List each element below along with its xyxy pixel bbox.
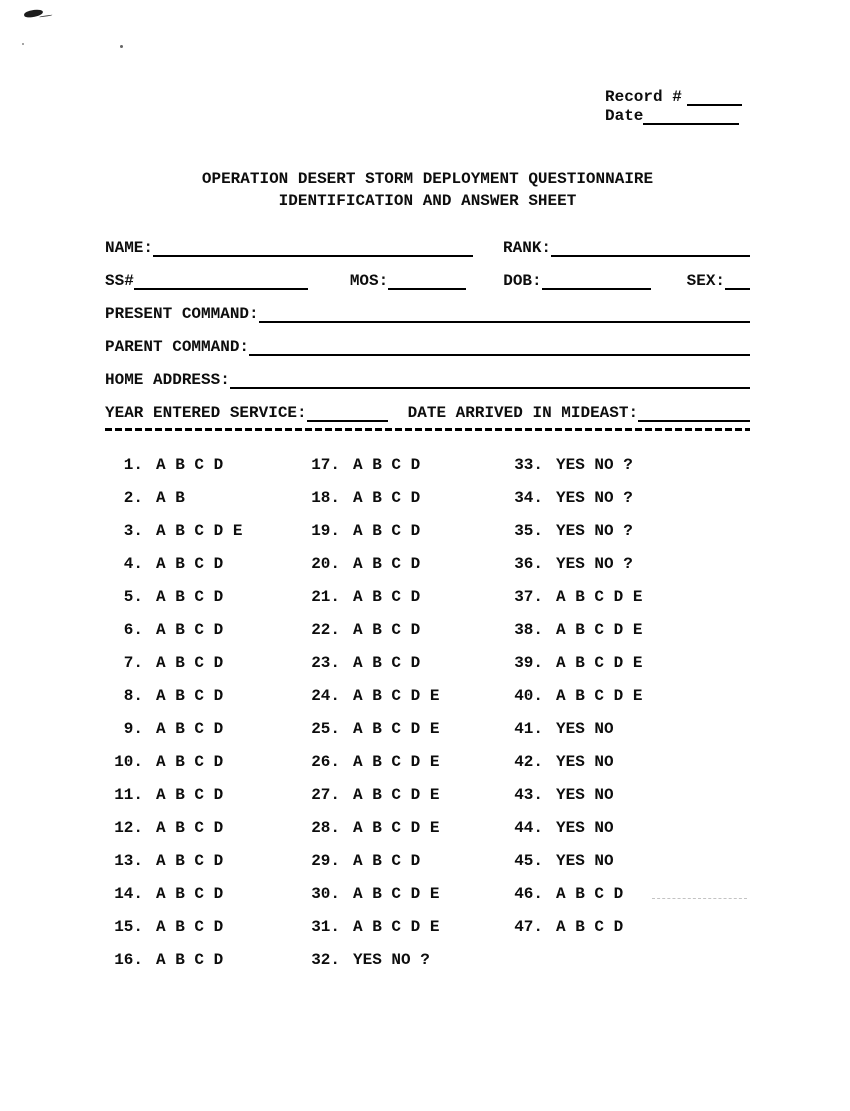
mos-blank [388,269,466,290]
home-address-row [105,356,750,389]
answer-row [105,646,302,679]
question-number: 36. [514,554,543,573]
answer-row [505,514,750,547]
question-number: 7. [123,653,143,672]
answer-row [505,613,750,646]
answer-row [505,745,750,778]
scan-artifact-dot [22,43,24,45]
answer-options: A B C D [156,686,224,705]
answer-row [105,811,302,844]
question-number: 29. [311,851,340,870]
question-number: 31. [311,917,340,936]
answer-options: A B C D [156,851,224,870]
title-line-1: OPERATION DESERT STORM DEPLOYMENT QUESTIONNAIRE [201,170,654,188]
question-number: 3. [123,521,143,540]
parent-command-blank [249,335,750,356]
answer-row [105,514,302,547]
answer-row [302,547,505,580]
question-number: 23. [311,653,340,672]
answer-grid [105,448,750,976]
answer-options: A B C D [556,884,624,903]
record-block [605,87,742,125]
question-number: 17. [311,455,340,474]
answer-options: A B C D [156,752,224,771]
question-number: 32. [311,950,340,969]
answer-row [505,679,750,712]
question-number: 18. [311,488,340,507]
question-number: 20. [311,554,340,573]
dashed-separator [105,428,750,431]
ssn-mos-dob-sex-row [105,257,750,290]
answer-options: A B C D [156,818,224,837]
answer-row [505,877,750,910]
question-number: 43. [514,785,543,804]
sex-blank [725,269,750,290]
answer-row [505,481,750,514]
answer-options: A B C D [156,785,224,804]
answer-row [302,613,505,646]
answer-options: A B C D [353,653,421,672]
answer-options: A B C D E [353,719,440,738]
answer-row [302,712,505,745]
answer-row [105,580,302,613]
answer-row [505,811,750,844]
service-mideast-row [105,389,750,422]
answer-options: A B [156,488,185,507]
rank-blank [551,236,750,257]
question-number: 47. [514,917,543,936]
ssn-blank [134,269,308,290]
rank-label: RANK: [503,239,552,257]
year-entered-service-label: YEAR ENTERED SERVICE: [105,404,307,422]
answer-row [302,448,505,481]
answer-options: YES NO ? [556,521,633,540]
answer-column-1 [105,448,302,976]
scan-artifact-line [652,898,747,899]
answer-row [302,811,505,844]
question-number: 33. [514,455,543,474]
question-number: 9. [123,719,143,738]
answer-options: A B C D [156,950,224,969]
answer-options: A B C D [156,884,224,903]
question-number: 39. [514,653,543,672]
question-number: 26. [311,752,340,771]
date-arrived-mideast-blank [638,401,750,422]
answer-options: A B C D E [556,620,643,639]
answer-row [105,943,302,976]
answer-row [505,910,750,943]
answer-row [105,613,302,646]
question-number: 34. [514,488,543,507]
answer-row [105,844,302,877]
answer-options: A B C D [353,554,421,573]
ssn-label: SS# [105,272,134,290]
question-number: 35. [514,521,543,540]
year-entered-service-blank [307,401,388,422]
date-label: Date [605,107,644,125]
question-number: 40. [514,686,543,705]
present-command-blank [259,302,750,323]
answer-options: A B C D E [353,686,440,705]
answer-row [302,481,505,514]
answer-options: A B C D E [353,818,440,837]
scan-artifact-dot [120,45,123,48]
answer-options: A B C D [156,719,224,738]
scan-artifact-smudge [24,9,44,18]
question-number: 41. [514,719,543,738]
question-number: 30. [311,884,340,903]
answer-options: A B C D E [353,884,440,903]
answer-row [505,547,750,580]
mos-label: MOS: [349,272,389,290]
answer-options: A B C D E [353,785,440,804]
answer-options: YES NO ? [556,488,633,507]
answer-options: A B C D E [353,752,440,771]
answer-options: YES NO ? [353,950,430,969]
answer-options: A B C D [156,653,224,672]
answer-options: A B C D [353,521,421,540]
home-address-blank [230,368,750,389]
answer-options: A B C D E [556,587,643,606]
answer-options: YES NO ? [556,554,633,573]
question-number: 42. [514,752,543,771]
question-number: 2. [123,488,143,507]
answer-options: YES NO [556,785,614,804]
answer-options: A B C D [353,488,421,507]
answer-row [105,679,302,712]
answer-row [105,745,302,778]
question-number: 37. [514,587,543,606]
answer-row [105,712,302,745]
document-title [105,168,750,212]
question-number: 24. [311,686,340,705]
answer-options: YES NO [556,818,614,837]
answer-row [105,547,302,580]
answer-row [302,844,505,877]
answer-row [105,481,302,514]
answer-options: A B C D [156,917,224,936]
date-arrived-mideast-label: DATE ARRIVED IN MIDEAST: [407,404,639,422]
answer-row [302,580,505,613]
question-number: 11. [114,785,143,804]
present-command-label: PRESENT COMMAND: [105,305,259,323]
answer-options: A B C D E [353,917,440,936]
record-number-label: Record # [605,88,682,106]
question-number: 27. [311,785,340,804]
answer-row [505,778,750,811]
question-number: 1. [123,455,143,474]
dob-blank [542,269,651,290]
answer-column-3 [505,448,750,976]
question-number: 6. [123,620,143,639]
answer-row [505,712,750,745]
answer-row [302,679,505,712]
question-number: 16. [114,950,143,969]
answer-options: YES NO [556,851,614,870]
question-number: 38. [514,620,543,639]
answer-row [302,514,505,547]
answer-options: A B C D E [556,653,643,672]
answer-row [505,580,750,613]
answer-options: A B C D E [556,686,643,705]
question-number: 28. [311,818,340,837]
dob-label: DOB: [503,272,542,290]
answer-options: A B C D [156,455,224,474]
record-number-blank [687,89,742,106]
answer-row [505,646,750,679]
present-command-row [105,290,750,323]
answer-row [505,448,750,481]
answer-row [105,778,302,811]
answer-options: YES NO ? [556,455,633,474]
parent-command-row [105,323,750,356]
question-number: 22. [311,620,340,639]
answer-options: YES NO [556,752,614,771]
question-number: 19. [311,521,340,540]
identification-form [105,224,750,422]
name-rank-row [105,224,750,257]
record-number-row [605,87,742,106]
answer-options: A B C D [353,587,421,606]
question-number: 10. [114,752,143,771]
answer-row [505,844,750,877]
answer-options: YES NO [556,719,614,738]
question-number: 5. [123,587,143,606]
answer-options: A B C D [353,620,421,639]
sex-label: SEX: [686,272,726,290]
answer-options: A B C D [156,620,224,639]
answer-row [302,943,505,976]
date-blank [643,108,739,125]
answer-row [105,910,302,943]
question-number: 13. [114,851,143,870]
answer-options: A B C D E [156,521,243,540]
name-label: NAME: [105,239,154,257]
question-number: 12. [114,818,143,837]
answer-column-2 [302,448,505,976]
question-number: 46. [514,884,543,903]
answer-row [302,646,505,679]
question-number: 4. [123,554,143,573]
answer-options: A B C D [353,455,421,474]
date-row [605,106,742,125]
answer-row [105,877,302,910]
question-number: 45. [514,851,543,870]
answer-row [302,745,505,778]
question-number: 14. [114,884,143,903]
answer-row [105,448,302,481]
question-number: 21. [311,587,340,606]
name-blank [153,236,473,257]
question-number: 25. [311,719,340,738]
question-number: 44. [514,818,543,837]
parent-command-label: PARENT COMMAND: [105,338,250,356]
answer-row [302,910,505,943]
question-number: 15. [114,917,143,936]
title-line-2: IDENTIFICATION AND ANSWER SHEET [278,192,577,210]
answer-row [302,877,505,910]
question-number: 8. [123,686,143,705]
answer-options: A B C D [556,917,624,936]
answer-options: A B C D [156,587,224,606]
answer-options: A B C D [156,554,224,573]
home-address-label: HOME ADDRESS: [105,371,230,389]
answer-row [302,778,505,811]
answer-options: A B C D [353,851,421,870]
